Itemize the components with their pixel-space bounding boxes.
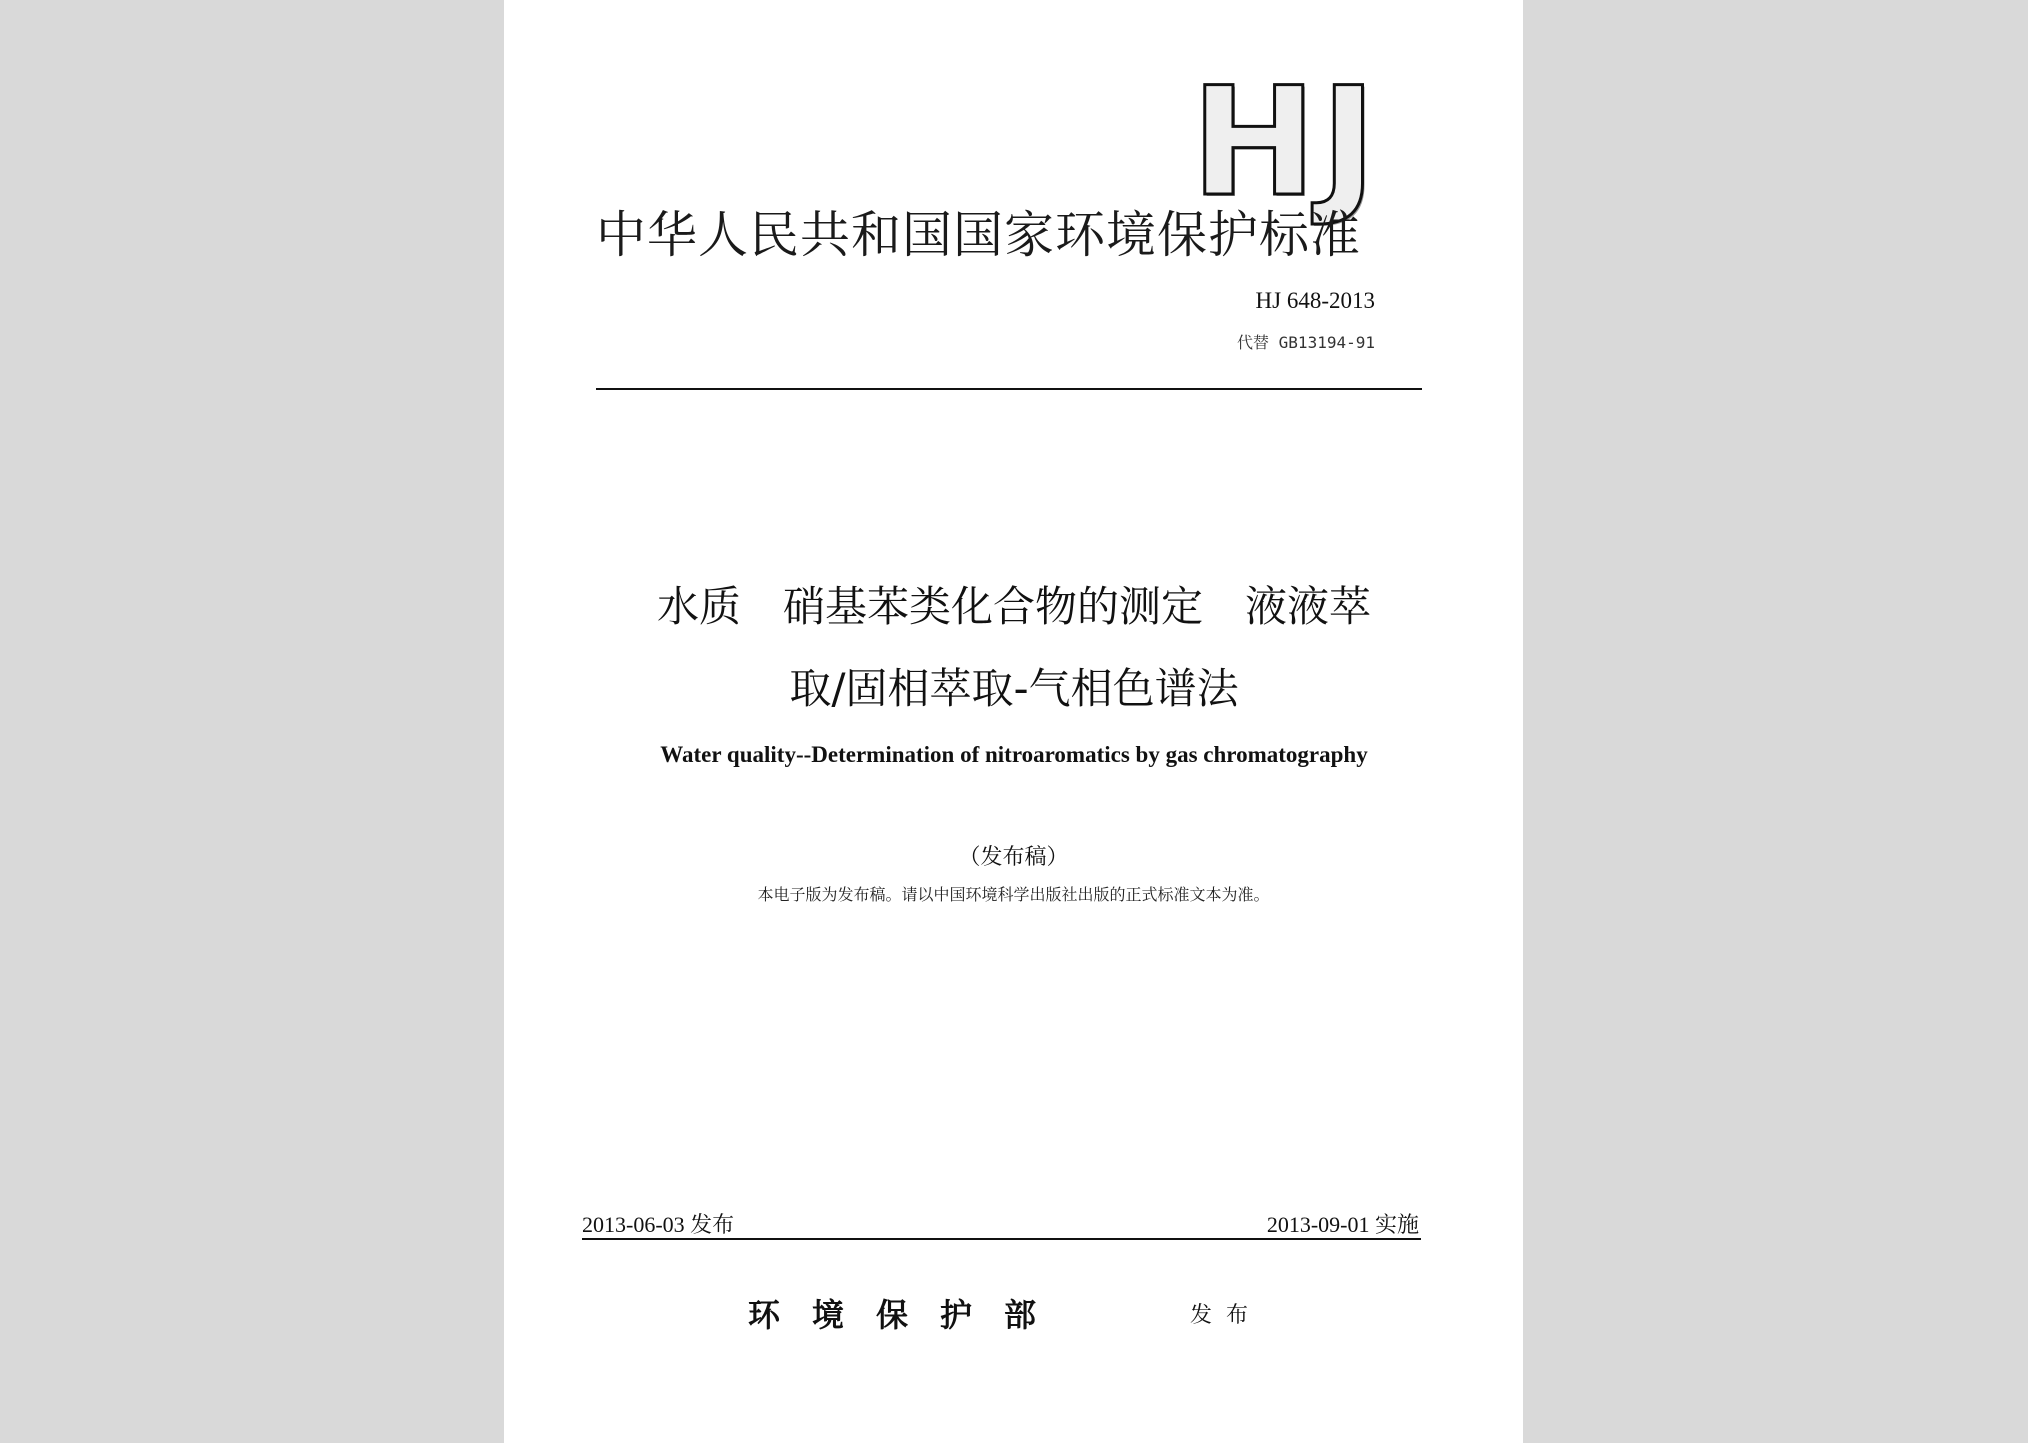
draft-label: （发布稿） bbox=[958, 845, 1069, 870]
issue-date: 2013-06-03 发布 bbox=[582, 1212, 735, 1237]
replaces-note: 代替 GB13194-91 bbox=[1237, 333, 1375, 352]
title-cn-line2: 取/固相萃取-气相色谱法 bbox=[789, 664, 1239, 713]
hj-logo: HJ bbox=[1191, 56, 1381, 230]
standard-type-title: 中华人民共和国国家环境保护标准 bbox=[596, 206, 1361, 264]
document-page bbox=[504, 0, 1523, 1443]
publish-word: 发布 bbox=[1190, 1303, 1263, 1328]
header-divider bbox=[596, 388, 1422, 390]
standard-code: HJ 648-2013 bbox=[1255, 288, 1375, 313]
notice-text: 本电子版为发布稿。请以中国环境科学出版社出版的正式标准文本为准。 bbox=[757, 885, 1270, 904]
ministry-name: 环境保护部 bbox=[748, 1296, 1069, 1334]
title-cn-line1: 水质 硝基苯类化合物的测定 液液萃 bbox=[656, 582, 1371, 631]
footer-divider bbox=[582, 1238, 1421, 1240]
implement-date: 2013-09-01 实施 bbox=[1266, 1212, 1419, 1237]
title-en: Water quality--Determination of nitroaromatics by gas chromatography bbox=[660, 742, 1368, 767]
